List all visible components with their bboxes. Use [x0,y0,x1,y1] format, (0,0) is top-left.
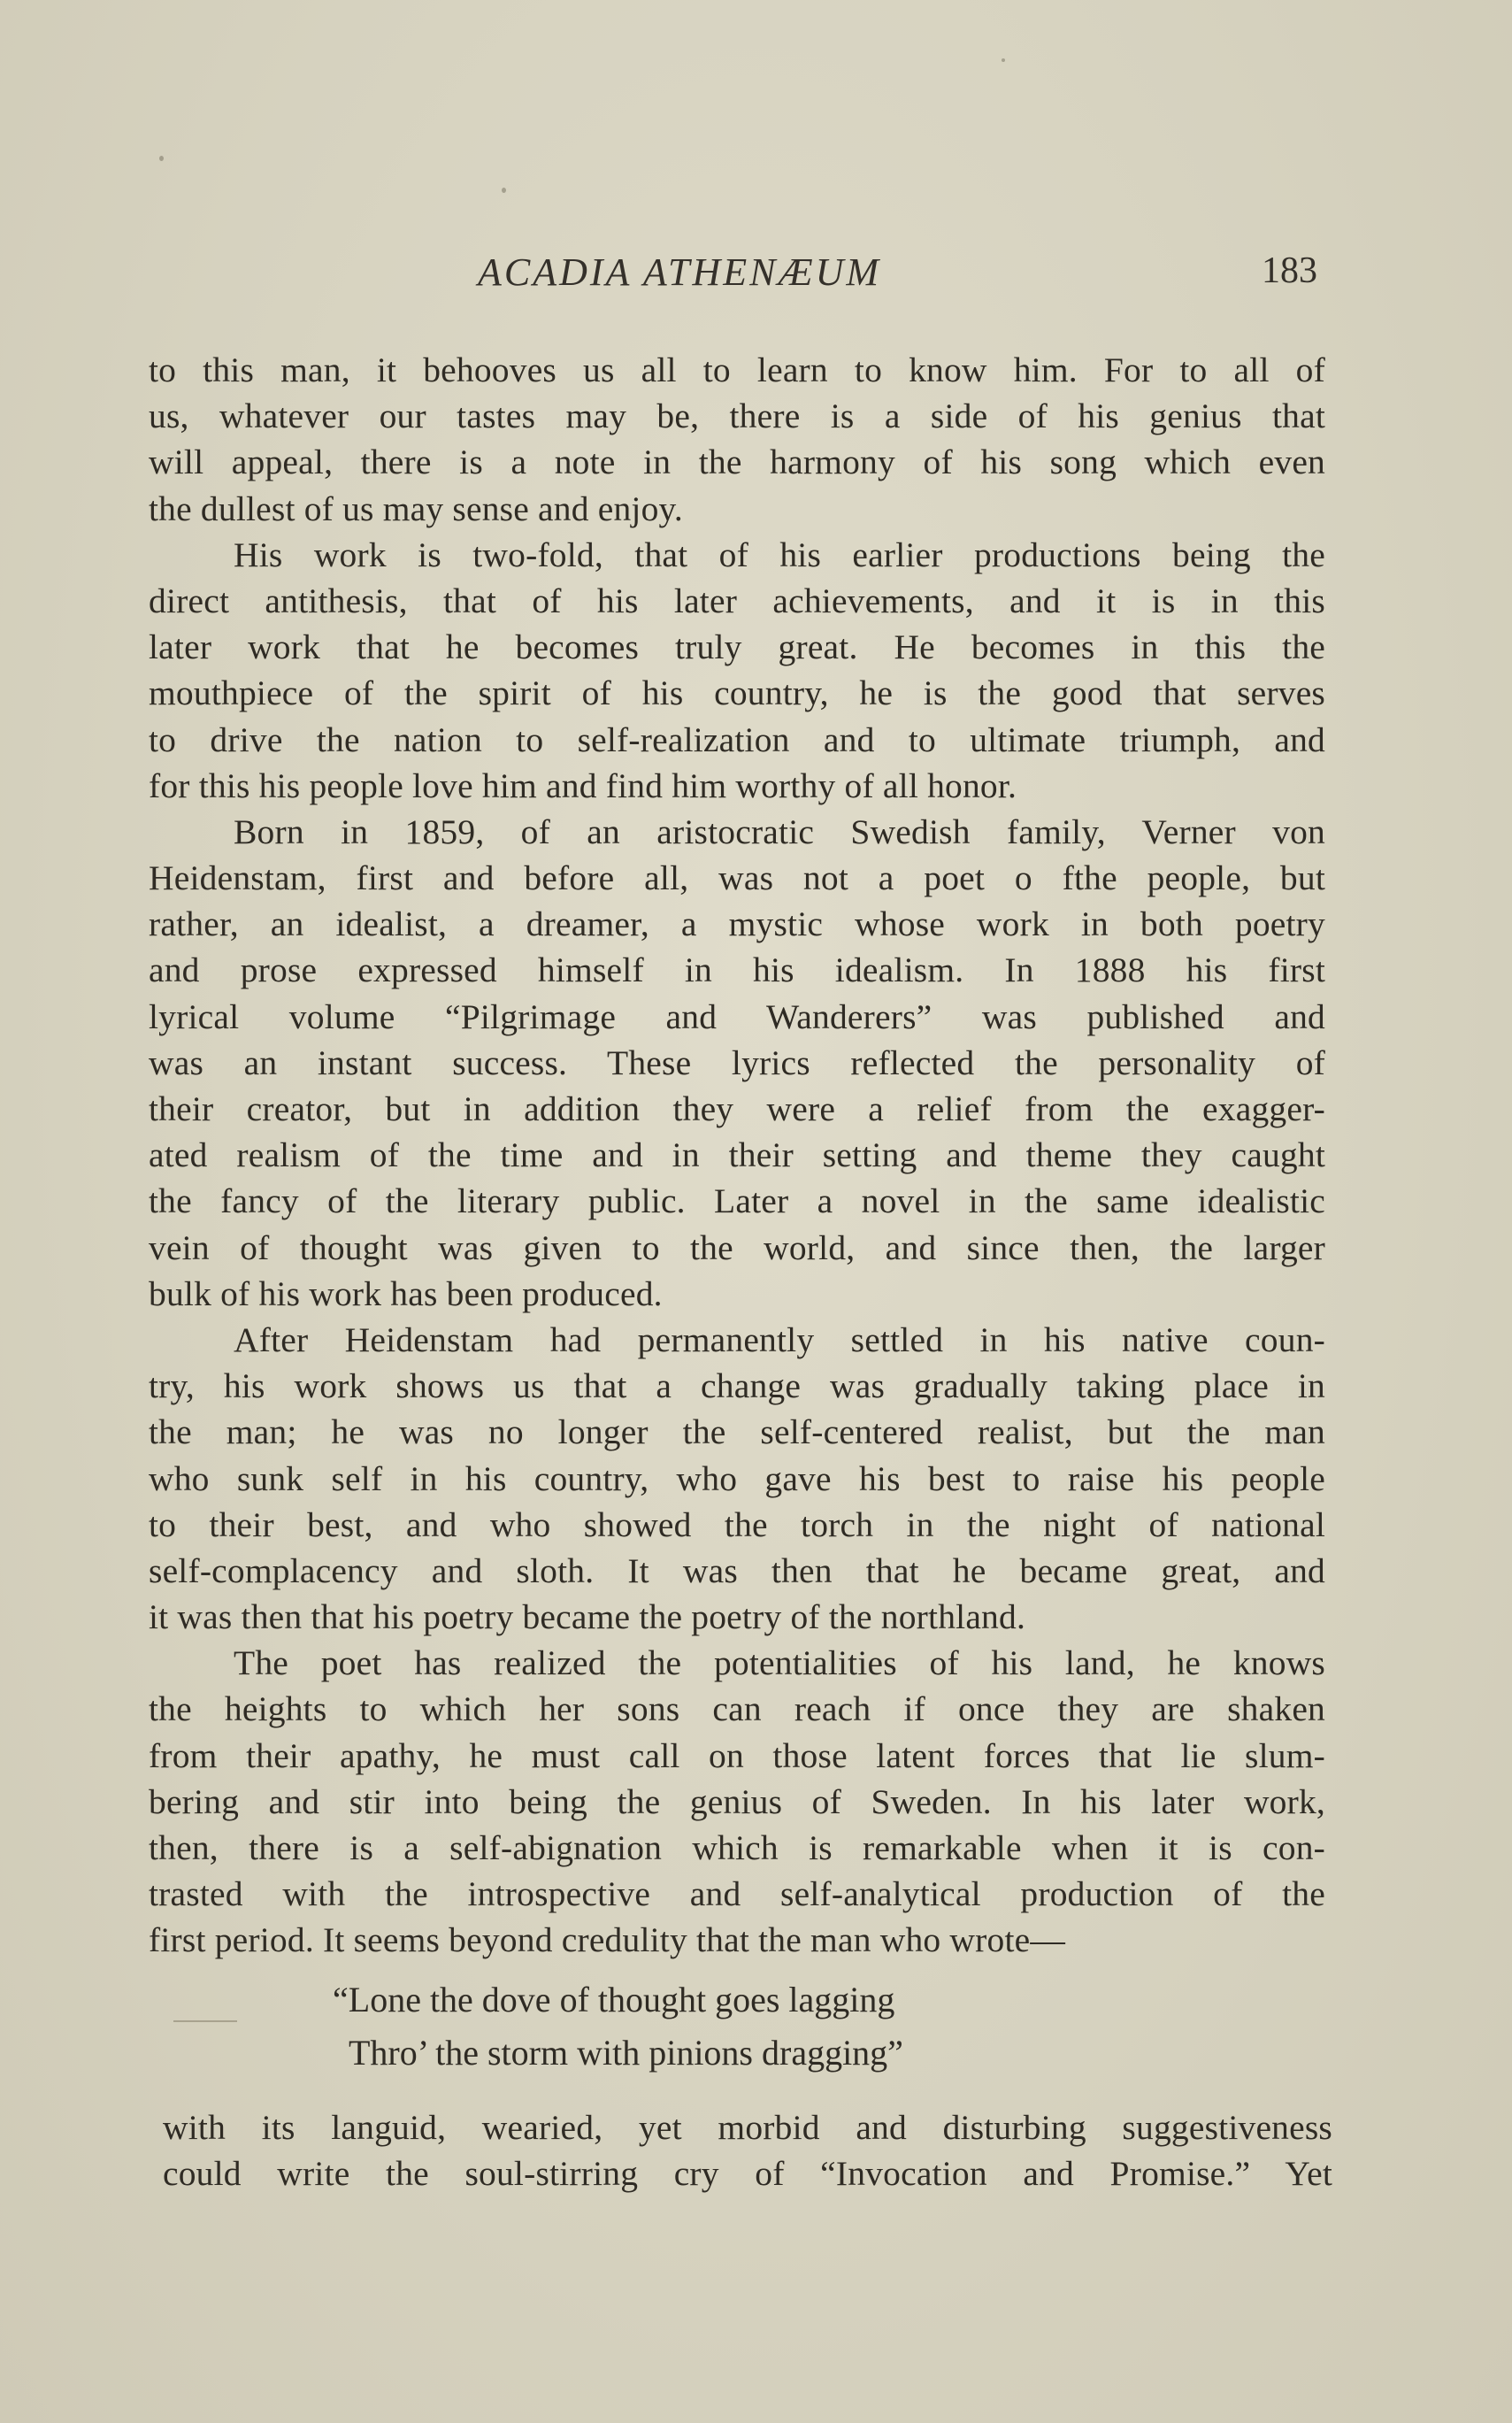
text-line: the heights to which her sons can reach if once they are shaken [149,1689,1325,1729]
text-line: later work that he becomes truly great. He becomes in this the [149,627,1325,667]
text-line: lyrical volume “Pilgrimage and Wanderers” was published and [149,996,1325,1036]
text-line: their creator, but in addition they were a relief from the exagger- [149,1089,1325,1128]
speck-mark [1002,58,1005,62]
text-line: try, his work shows us that a change was gradually taking place in [149,1366,1325,1406]
text-line: mouthpiece of the spirit of his country, he is the good that serves [149,673,1325,713]
text-line: bering and stir into being the genius of Sweden. In his later work, [149,1781,1325,1821]
text-line: was an instant success. These lyrics reflected the personality of [149,1042,1325,1082]
text-line: rather, an idealist, a dreamer, a mystic whose work in both poetry [149,904,1325,944]
text-line: then, there is a self-abignation which is remarkable when it is con- [149,1828,1325,1867]
text-line: the man; he was no longer the self-centered realist, but the man [149,1412,1325,1452]
text-line: Heidenstam, first and before all, was not a poet o fthe people, but [149,858,1325,898]
text-line: direct antithesis, that of his later achievements, and it is in this [149,581,1325,620]
text-line: with its languid, wearied, yet morbid and disturbing suggestiveness [163,2108,1332,2147]
running-title: ACADIA ATHENÆUM [478,250,882,294]
dash-mark [173,2020,237,2022]
text-line: us, whatever our tastes may be, there is a side of his genius that [149,396,1325,436]
text-line: from their apathy, he must call on those latent forces that lie slum- [149,1735,1325,1775]
text-line: The poet has realized the potentialities of his land, he knows [234,1643,1325,1683]
text-line: and prose expressed himself in his idealism. In 1888 his first [149,950,1325,990]
text-line: Born in 1859, of an aristocratic Swedish family, Verner von [234,812,1325,851]
text-line: first period. It seems beyond credulity that the man who wrote— [149,1920,1066,1960]
page-header [0,250,1512,303]
text-line: who sunk self in his country, who gave his best to raise his people [149,1458,1325,1498]
text-line: trasted with the introspective and self-analytical production of the [149,1874,1325,1914]
text-line: to their best, and who showed the torch in the night of national [149,1504,1325,1544]
body-text [149,347,1325,1964]
text-line: self-complacency and sloth. It was then that he became great, and [149,1550,1325,1590]
page-number: 183 [1262,250,1317,291]
speck-mark [502,188,506,193]
text-line: vein of thought was given to the world, and since then, the larger [149,1227,1325,1267]
verse-line: “Lone the dove of thought goes lagging [333,1980,895,2019]
text-line: bulk of his work has been produced. [149,1273,663,1313]
body-text-continued [163,2104,1332,2196]
text-line: could write the soul-stirring cry of “Invocation and Promise.” Yet [163,2154,1332,2194]
verse-quote [333,1973,903,2080]
text-line: ated realism of the time and in their setting and theme they caught [149,1135,1325,1175]
text-line: to this man, it behooves us all to learn to know him. For to all of [149,350,1325,389]
text-line: for this his people love him and find him worthy of all honor. [149,765,1017,805]
text-line: the dullest of us may sense and enjoy. [149,488,683,528]
text-line: will appeal, there is a note in the harmony of his song which even [149,442,1325,482]
text-line: it was then that his poetry became the poetry of the northland. [149,1597,1026,1637]
verse-line: Thro’ the storm with pinions dragging” [349,2033,903,2073]
speck-mark [159,156,164,161]
text-line: the fancy of the literary public. Later a novel in the same idealistic [149,1181,1325,1221]
text-line: to drive the nation to self-realization and to ultimate triumph, and [149,719,1325,759]
text-line: After Heidenstam had permanently settled in his native coun- [234,1319,1325,1359]
text-line: His work is two-fold, that of his earlier productions being the [234,535,1325,574]
